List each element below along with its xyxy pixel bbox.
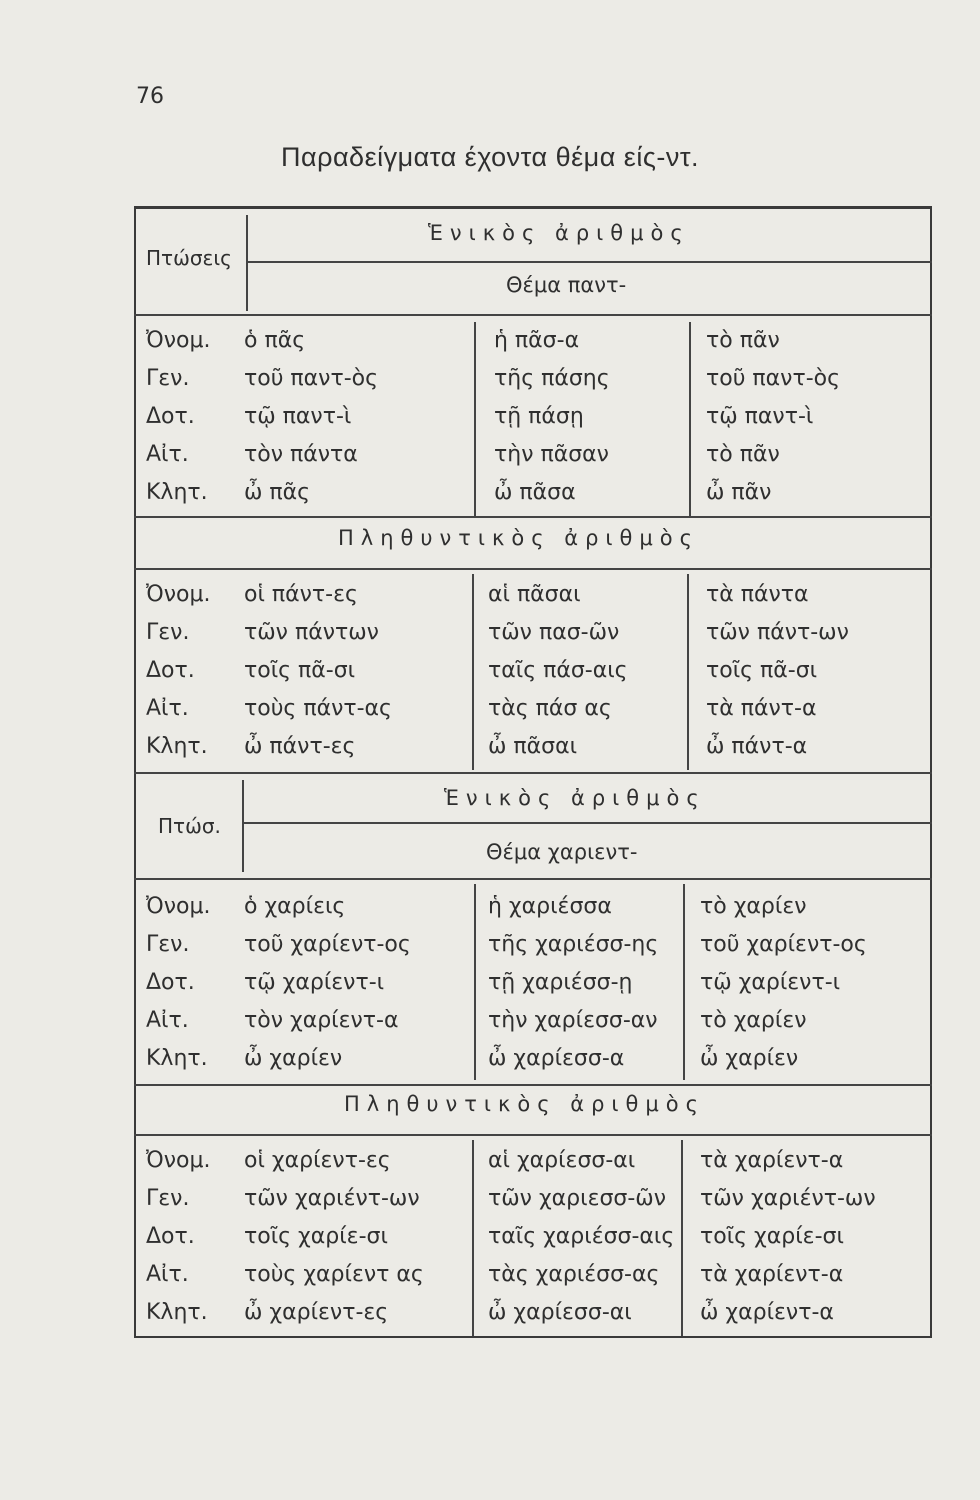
fem-form: τῆς πάσης	[494, 366, 610, 391]
case-label: Γεν.	[146, 366, 190, 391]
neut-form: τὰ χαρίεντ-α	[700, 1262, 844, 1287]
masc-form: τοῖς πᾶ-σι	[244, 658, 356, 683]
row-divider	[134, 772, 932, 774]
column-divider	[689, 322, 691, 518]
case-label: Δοτ.	[146, 658, 195, 683]
singular-number-label-2: Ἑνικὸς ἀριθμὸς	[444, 786, 706, 810]
neut-form: τῶν πάντ-ων	[706, 620, 849, 645]
fem-form: ταῖς πάσ-αις	[488, 658, 628, 683]
fem-form: τὴν πᾶσαν	[494, 442, 609, 467]
neut-form: τὸ πᾶν	[706, 328, 780, 353]
header-divider-1	[246, 215, 248, 311]
fem-form: τὴν χαρίεσσ-αν	[488, 1008, 658, 1033]
cases-corner-label-2: Πτώσ.	[158, 814, 221, 838]
case-label: Ὀνομ.	[146, 894, 211, 919]
fem-form: τῆς χαριέσσ-ης	[488, 932, 659, 957]
masc-form: τοὺς πάντ-ας	[244, 696, 392, 721]
neut-form: τὸ πᾶν	[706, 442, 780, 467]
case-label: Κλητ.	[146, 1300, 208, 1325]
masc-form: τοῦ χαρίεντ-ος	[244, 932, 411, 957]
fem-form: ὦ πᾶσα	[494, 480, 576, 505]
case-label: Αἰτ.	[146, 696, 189, 721]
page-title: Παραδείγματα έχοντα θέμα είς-ντ.	[280, 142, 700, 172]
column-divider	[472, 1140, 474, 1336]
page-number: 76	[136, 84, 164, 109]
fem-form: ἡ χαριέσσα	[488, 894, 612, 919]
case-label: Αἰτ.	[146, 442, 189, 467]
header-mid-line-2	[242, 822, 932, 824]
table-bottom-border	[134, 1336, 932, 1338]
fem-form: τὰς πάσ ας	[488, 696, 612, 721]
case-label: Ὀνομ.	[146, 328, 211, 353]
neut-form: τὸ χαρίεν	[700, 894, 807, 919]
masc-form: τοῖς χαρίε-σι	[244, 1224, 388, 1249]
neut-form: ὦ χαρίεντ-α	[700, 1300, 834, 1325]
column-divider	[474, 322, 476, 518]
masc-form: οἱ χαρίεντ-ες	[244, 1148, 391, 1173]
stem-label-1: Θέμα παντ-	[506, 273, 627, 297]
neut-form: τῶν χαριέντ-ων	[700, 1186, 876, 1211]
neut-form: τὰ χαρίεντ-α	[700, 1148, 844, 1173]
header-mid-line-1	[246, 261, 932, 263]
header-bottom-line-2	[134, 878, 932, 880]
neut-form: τοῖς πᾶ-σι	[706, 658, 818, 683]
neut-form: τοῦ χαρίεντ-ος	[700, 932, 867, 957]
masc-form: τῷ παντ-ὶ	[244, 404, 352, 429]
case-label: Δοτ.	[146, 1224, 195, 1249]
fem-form: τῇ πάσῃ	[494, 404, 584, 429]
column-divider	[472, 574, 474, 770]
case-label: Γεν.	[146, 932, 190, 957]
neut-form: τὸ χαρίεν	[700, 1008, 807, 1033]
case-label: Κλητ.	[146, 480, 208, 505]
fem-form: τῶν χαριεσσ-ῶν	[488, 1186, 666, 1211]
masc-form: τὸν πάντα	[244, 442, 358, 467]
case-label: Δοτ.	[146, 404, 195, 429]
neut-form: τῷ παντ-ὶ	[706, 404, 814, 429]
column-divider	[687, 574, 689, 770]
neut-form: τῷ χαρίεντ-ι	[700, 970, 841, 995]
fem-form: τὰς χαριέσσ-ας	[488, 1262, 660, 1287]
row-divider	[134, 1084, 932, 1086]
row-divider	[134, 1134, 932, 1136]
plural-number-label-2: Πληθυντικὸς ἀριθμὸς	[344, 1092, 705, 1116]
neut-form: τοῦ παντ-ὸς	[706, 366, 841, 391]
masc-form: τῶν χαριέντ-ων	[244, 1186, 420, 1211]
header-divider-2	[242, 780, 244, 872]
neut-form: τοῖς χαρίε-σι	[700, 1224, 844, 1249]
fem-form: ἡ πᾶσ-α	[494, 328, 580, 353]
case-label: Ὀνομ.	[146, 582, 211, 607]
neut-form: ὦ πάντ-α	[706, 734, 808, 759]
row-divider	[134, 568, 932, 570]
neut-form: τὰ πάντα	[706, 582, 809, 607]
fem-form: ὦ πᾶσαι	[488, 734, 578, 759]
case-label: Ὀνομ.	[146, 1148, 211, 1173]
header-bottom-line-1	[134, 314, 932, 316]
masc-form: ὦ χαρίεν	[244, 1046, 343, 1071]
masc-form: τοῦ παντ-ὸς	[244, 366, 379, 391]
masc-form: τῷ χαρίεντ-ι	[244, 970, 385, 995]
masc-form: ὁ χαρίεις	[244, 894, 346, 919]
fem-form: τῶν πασ-ῶν	[488, 620, 620, 645]
case-label: Γεν.	[146, 620, 190, 645]
fem-form: ὦ χαρίεσσ-α	[488, 1046, 625, 1071]
case-label: Κλητ.	[146, 1046, 208, 1071]
fem-form: αἱ πᾶσαι	[488, 582, 581, 607]
masc-form: τοὺς χαρίεντ ας	[244, 1262, 424, 1287]
masc-form: τῶν πάντων	[244, 620, 379, 645]
fem-form: τῇ χαριέσσ-ῃ	[488, 970, 633, 995]
masc-form: τὸν χαρίεντ-α	[244, 1008, 399, 1033]
case-label: Αἰτ.	[146, 1008, 189, 1033]
masc-form: ὦ πάντ-ες	[244, 734, 356, 759]
fem-form: ταῖς χαριέσσ-αις	[488, 1224, 675, 1249]
masc-form: οἱ πάντ-ες	[244, 582, 358, 607]
neut-form: τὰ πάντ-α	[706, 696, 817, 721]
singular-number-label-1: Ἑνικὸς ἀριθμὸς	[428, 221, 690, 245]
stem-label-2: Θέμα χαριεντ-	[486, 840, 638, 864]
fem-form: αἱ χαρίεσσ-αι	[488, 1148, 636, 1173]
column-divider	[681, 1140, 683, 1336]
case-label: Γεν.	[146, 1186, 190, 1211]
masc-form: ὦ χαρίεντ-ες	[244, 1300, 389, 1325]
neut-form: ὦ πᾶν	[706, 480, 772, 505]
plural-number-label-1: Πληθυντικὸς ἀριθμὸς	[338, 526, 699, 550]
fem-form: ὦ χαρίεσσ-αι	[488, 1300, 632, 1325]
column-divider	[683, 884, 685, 1080]
case-label: Αἰτ.	[146, 1262, 189, 1287]
cases-corner-label-1: Πτώσεις	[146, 246, 232, 270]
masc-form: ὦ πᾶς	[244, 480, 311, 505]
row-divider	[134, 516, 932, 518]
case-label: Δοτ.	[146, 970, 195, 995]
neut-form: ὦ χαρίεν	[700, 1046, 799, 1071]
masc-form: ὁ πᾶς	[244, 328, 306, 353]
column-divider	[474, 884, 476, 1080]
case-label: Κλητ.	[146, 734, 208, 759]
